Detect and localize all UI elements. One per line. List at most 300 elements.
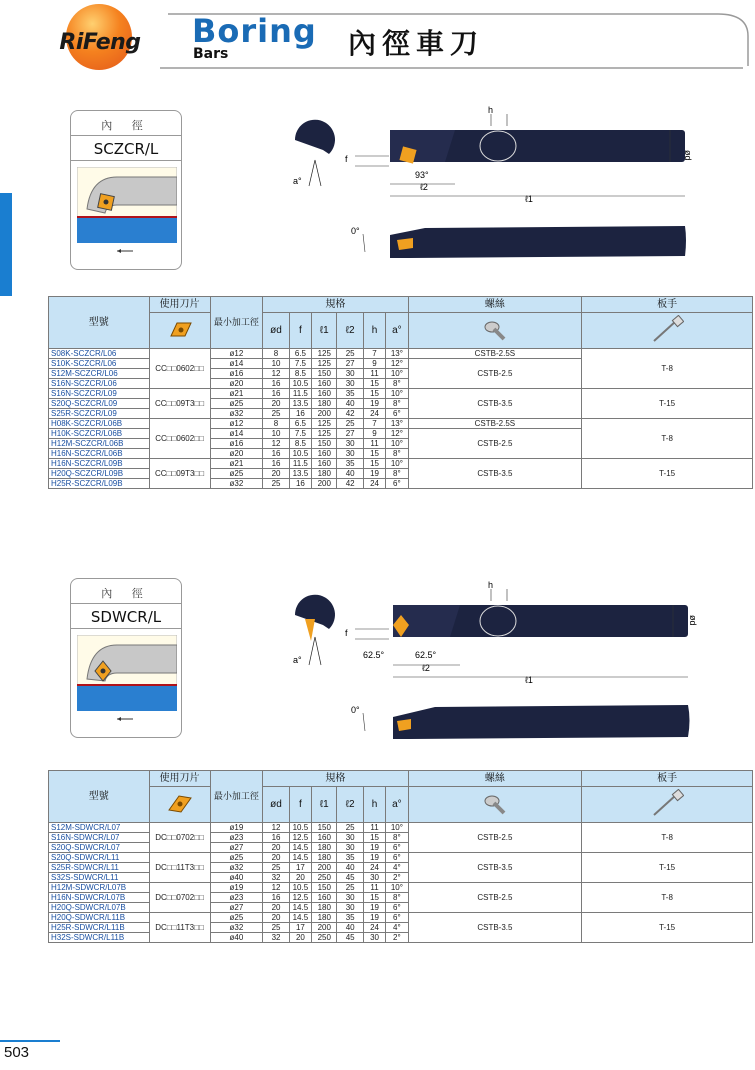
wrench-code-cell: T-8 (582, 823, 753, 853)
page-title-en: Boring (192, 12, 317, 50)
spec-value-cell: 14.5 (289, 853, 311, 863)
spec-value-cell: 10° (386, 823, 408, 833)
spec-value-cell: 25 (263, 863, 289, 873)
model-code-cell: H16N-SCZCR/L09B (49, 459, 150, 469)
spec-value-cell: 20 (263, 903, 289, 913)
head-min-bore: 最小加工徑 (210, 297, 263, 349)
min-bore-cell: ø20 (210, 379, 263, 389)
head-insert: 使用刀片 (149, 297, 210, 313)
spec-value-cell: 16 (263, 459, 289, 469)
min-bore-cell: ø32 (210, 409, 263, 419)
diagram-angle-62-right: 62.5° (415, 650, 437, 660)
spec-value-cell: 25 (337, 823, 363, 833)
spec-value-cell: 42 (337, 479, 363, 489)
wrench-code-cell: T-8 (582, 883, 753, 913)
card-code: SDWCR/L (71, 603, 181, 629)
spec-value-cell: 10° (386, 439, 408, 449)
spec-value-cell: 10° (386, 459, 408, 469)
screw-code-cell: CSTB-2.5 (408, 823, 582, 853)
spec-value-cell: 12 (263, 369, 289, 379)
table-row (49, 853, 753, 863)
spec-value-cell: 32 (263, 933, 289, 943)
sub-head-h: h (363, 787, 385, 823)
spec-value-cell: 20 (289, 873, 311, 883)
sub-head-l2: ℓ2 (337, 313, 363, 349)
diagram-d: ød (683, 150, 693, 161)
spec-value-cell: 8.5 (289, 369, 311, 379)
spec-value-cell: 15 (363, 379, 385, 389)
head-model: 型號 (49, 297, 150, 349)
spec-value-cell: 180 (312, 399, 337, 409)
spec-value-cell: 42 (337, 409, 363, 419)
spec-value-cell: 30 (337, 833, 363, 843)
spec-value-cell: 45 (337, 933, 363, 943)
spec-value-cell: 15 (363, 449, 385, 459)
model-code-cell: H16N-SCZCR/L06B (49, 449, 150, 459)
spec-value-cell: 11.5 (289, 459, 311, 469)
spec-value-cell: 12° (386, 359, 408, 369)
model-code-cell: S25R-SCZCR/L09 (49, 409, 150, 419)
spec-value-cell: 24 (363, 409, 385, 419)
sub-head-d: ød (263, 313, 289, 349)
wrench-code-cell: T-15 (582, 389, 753, 419)
spec-value-cell: 9 (363, 429, 385, 439)
sub-head-f: f (289, 787, 311, 823)
spec-value-cell: 200 (312, 863, 337, 873)
spec-value-cell: 32 (263, 873, 289, 883)
spec-value-cell: 19 (363, 469, 385, 479)
spec-value-cell: 13.5 (289, 399, 311, 409)
spec-value-cell: 180 (312, 903, 337, 913)
diagram-l1: ℓ1 (525, 194, 533, 204)
model-code-cell: S25R-SDWCR/L11 (49, 863, 150, 873)
model-code-cell: S12M-SDWCR/L07 (49, 823, 150, 833)
head-spec: 規格 (263, 771, 408, 787)
screw-code-cell: CSTB-3.5 (408, 389, 582, 419)
page-title-cjk: 內徑車刀 (348, 27, 485, 60)
diagram-d: ød (688, 615, 698, 626)
section2-dimension-diagram (285, 575, 705, 745)
spec-value-cell: 25 (337, 349, 363, 359)
min-bore-cell: ø14 (210, 429, 263, 439)
min-bore-cell: ø19 (210, 823, 263, 833)
insert-image-icon (149, 313, 210, 349)
model-code-cell: H25R-SCZCR/L09B (49, 479, 150, 489)
spec-value-cell: 7.5 (289, 429, 311, 439)
spec-value-cell: 150 (312, 439, 337, 449)
spec-value-cell: 2° (386, 933, 408, 943)
head-wrench: 板手 (582, 297, 753, 313)
min-bore-cell: ø21 (210, 389, 263, 399)
diagram-h: h (488, 580, 494, 590)
spec-value-cell: 30 (337, 893, 363, 903)
spec-value-cell: 13.5 (289, 469, 311, 479)
sub-head-l1: ℓ1 (312, 787, 337, 823)
wrench-code-cell: T-8 (582, 349, 753, 389)
spec-value-cell: 10.5 (289, 379, 311, 389)
spec-value-cell: 150 (312, 883, 337, 893)
spec-value-cell: 14.5 (289, 843, 311, 853)
spec-value-cell: 40 (337, 399, 363, 409)
logo-text: RiFeng (59, 30, 141, 55)
insert-code-cell: CC□□09T3□□ (149, 389, 210, 419)
diagram-h: h (488, 105, 494, 115)
spec-value-cell: 25 (263, 923, 289, 933)
spec-value-cell: 20 (263, 399, 289, 409)
spec-value-cell: 160 (312, 389, 337, 399)
sub-head-a: a° (386, 313, 408, 349)
spec-value-cell: 35 (337, 459, 363, 469)
spec-value-cell: 6° (386, 853, 408, 863)
spec-value-cell: 125 (312, 349, 337, 359)
table-row (49, 883, 753, 893)
spec-value-cell: 40 (337, 469, 363, 479)
spec-value-cell: 12° (386, 429, 408, 439)
spec-value-cell: 8° (386, 449, 408, 459)
min-bore-cell: ø25 (210, 469, 263, 479)
spec-value-cell: 40 (337, 863, 363, 873)
card-code: SCZCR/L (71, 135, 181, 161)
wrench-image-icon (582, 787, 753, 823)
spec-value-cell: 4° (386, 923, 408, 933)
min-bore-cell: ø25 (210, 913, 263, 923)
min-bore-cell: ø27 (210, 843, 263, 853)
spec-value-cell: 11 (363, 439, 385, 449)
spec-value-cell: 7 (363, 349, 385, 359)
spec-value-cell: 125 (312, 429, 337, 439)
head-model: 型號 (49, 771, 150, 823)
spec-value-cell: 45 (337, 873, 363, 883)
spec-value-cell: 15 (363, 833, 385, 843)
diagram-angle-93: 93° (415, 170, 429, 180)
diagram-angle-a: a° (293, 176, 302, 186)
spec-value-cell: 27 (337, 429, 363, 439)
head-min-bore: 最小加工徑 (210, 771, 263, 823)
spec-value-cell: 35 (337, 389, 363, 399)
sub-head-l2: ℓ2 (337, 787, 363, 823)
insert-code-cell: DC□□0702□□ (149, 883, 210, 913)
head-screw: 螺絲 (408, 297, 582, 313)
spec-value-cell: 6° (386, 903, 408, 913)
spec-value-cell: 20 (263, 469, 289, 479)
spec-value-cell: 24 (363, 479, 385, 489)
model-code-cell: H16N-SDWCR/L07B (49, 893, 150, 903)
spec-value-cell: 25 (337, 883, 363, 893)
spec-value-cell: 17 (289, 923, 311, 933)
model-code-cell: S10K-SCZCR/L06 (49, 359, 150, 369)
sub-head-a: a° (386, 787, 408, 823)
spec-value-cell: 19 (363, 853, 385, 863)
spec-value-cell: 16 (263, 379, 289, 389)
min-bore-cell: ø20 (210, 449, 263, 459)
spec-value-cell: 25 (337, 419, 363, 429)
screw-code-cell: CSTB-2.5S (408, 349, 582, 359)
spec-value-cell: 16 (263, 833, 289, 843)
spec-value-cell: 30 (337, 439, 363, 449)
model-code-cell: S20Q-SCZCR/L09 (49, 399, 150, 409)
spec-value-cell: 4° (386, 863, 408, 873)
spec-value-cell: 180 (312, 913, 337, 923)
model-code-cell: H20Q-SDWCR/L07B (49, 903, 150, 913)
spec-value-cell: 19 (363, 903, 385, 913)
spec-value-cell: 12.5 (289, 833, 311, 843)
spec-value-cell: 24 (363, 863, 385, 873)
spec-value-cell: 19 (363, 913, 385, 923)
min-bore-cell: ø16 (210, 369, 263, 379)
spec-value-cell: 8 (263, 349, 289, 359)
model-code-cell: H32S-SDWCR/L11B (49, 933, 150, 943)
min-bore-cell: ø32 (210, 863, 263, 873)
spec-value-cell: 200 (312, 409, 337, 419)
spec-value-cell: 19 (363, 843, 385, 853)
spec-value-cell: 7 (363, 419, 385, 429)
spec-value-cell: 11 (363, 369, 385, 379)
spec-value-cell: 8 (263, 419, 289, 429)
model-code-cell: S20Q-SDWCR/L11 (49, 853, 150, 863)
screw-code-cell: CSTB-3.5 (408, 913, 582, 943)
spec-value-cell: 125 (312, 419, 337, 429)
spec-value-cell: 6° (386, 409, 408, 419)
spec-value-cell: 19 (363, 399, 385, 409)
diagram-f: f (345, 154, 348, 164)
screw-code-cell: CSTB-2.5 (408, 883, 582, 913)
sub-head-h: h (363, 313, 385, 349)
spec-value-cell: 10° (386, 883, 408, 893)
table-row (49, 913, 753, 923)
diagram-l2: ℓ2 (422, 663, 430, 673)
diagram-angle-62-left: 62.5° (363, 650, 385, 660)
spec-value-cell: 160 (312, 459, 337, 469)
spec-value-cell: 30 (337, 379, 363, 389)
spec-value-cell: 10° (386, 369, 408, 379)
min-bore-cell: ø40 (210, 873, 263, 883)
head-wrench: 板手 (582, 771, 753, 787)
diagram-l2: ℓ2 (420, 182, 428, 192)
page-subtitle-en: Bars (193, 46, 229, 62)
spec-value-cell: 30 (337, 843, 363, 853)
model-code-cell: H08K-SCZCR/L06B (49, 419, 150, 429)
spec-value-cell: 6.5 (289, 419, 311, 429)
spec-value-cell: 16 (289, 479, 311, 489)
spec-value-cell: 250 (312, 933, 337, 943)
card-category: 內 徑 (101, 119, 151, 132)
spec-value-cell: 25 (263, 479, 289, 489)
spec-value-cell: 16 (263, 449, 289, 459)
boring-illustration-icon (77, 635, 177, 723)
screw-code-cell: CSTB-2.5S (408, 419, 582, 429)
min-bore-cell: ø40 (210, 933, 263, 943)
section1-dimension-diagram (285, 100, 705, 270)
min-bore-cell: ø23 (210, 833, 263, 843)
spec-value-cell: 180 (312, 853, 337, 863)
section1-spec-table (48, 296, 753, 489)
spec-value-cell: 16 (263, 893, 289, 903)
diagram-l1: ℓ1 (525, 675, 533, 685)
spec-value-cell: 20 (263, 853, 289, 863)
insert-image-icon (149, 787, 210, 823)
head-screw: 螺絲 (408, 771, 582, 787)
min-bore-cell: ø32 (210, 923, 263, 933)
spec-value-cell: 11 (363, 883, 385, 893)
sub-head-d: ød (263, 787, 289, 823)
spec-value-cell: 16 (289, 409, 311, 419)
spec-value-cell: 200 (312, 923, 337, 933)
spec-value-cell: 15 (363, 893, 385, 903)
screw-code-cell: CSTB-3.5 (408, 459, 582, 489)
insert-code-cell: CC□□09T3□□ (149, 459, 210, 489)
section2-card (70, 578, 182, 738)
side-color-tab (0, 193, 12, 296)
min-bore-cell: ø25 (210, 399, 263, 409)
insert-code-cell: CC□□0602□□ (149, 419, 210, 459)
spec-value-cell: 30 (337, 903, 363, 913)
page-number: 503 (4, 1044, 30, 1061)
spec-value-cell: 11.5 (289, 389, 311, 399)
spec-value-cell: 180 (312, 469, 337, 479)
model-code-cell: H20Q-SDWCR/L11B (49, 913, 150, 923)
spec-value-cell: 14.5 (289, 913, 311, 923)
insert-code-cell: DC□□11T3□□ (149, 913, 210, 943)
spec-value-cell: 27 (337, 359, 363, 369)
spec-value-cell: 7.5 (289, 359, 311, 369)
spec-value-cell: 12 (263, 823, 289, 833)
spec-value-cell: 8° (386, 893, 408, 903)
spec-value-cell: 125 (312, 359, 337, 369)
min-bore-cell: ø25 (210, 853, 263, 863)
spec-value-cell: 16 (263, 389, 289, 399)
spec-value-cell: 30 (363, 933, 385, 943)
wrench-code-cell: T-15 (582, 913, 753, 943)
spec-value-cell: 8° (386, 379, 408, 389)
card-category: 內 徑 (101, 587, 151, 600)
spec-value-cell: 6° (386, 913, 408, 923)
spec-value-cell: 11 (363, 823, 385, 833)
spec-value-cell: 10.5 (289, 823, 311, 833)
diagram-zero-angle: 0° (351, 705, 360, 715)
insert-code-cell: DC□□0702□□ (149, 823, 210, 853)
spec-value-cell: 160 (312, 449, 337, 459)
screw-image-icon (408, 787, 582, 823)
spec-value-cell: 12.5 (289, 893, 311, 903)
sub-head-l1: ℓ1 (312, 313, 337, 349)
screw-code-cell: CSTB-2.5 (408, 429, 582, 459)
spec-value-cell: 8° (386, 833, 408, 843)
spec-value-cell: 6° (386, 479, 408, 489)
insert-code-cell: CC□□0602□□ (149, 349, 210, 389)
head-spec: 規格 (263, 297, 408, 313)
screw-image-icon (408, 313, 582, 349)
model-code-cell: S16N-SDWCR/L07 (49, 833, 150, 843)
spec-value-cell: 35 (337, 913, 363, 923)
spec-value-cell: 20 (289, 933, 311, 943)
spec-value-cell: 9 (363, 359, 385, 369)
spec-value-cell: 40 (337, 923, 363, 933)
spec-value-cell: 10 (263, 359, 289, 369)
model-code-cell: H12M-SCZCR/L06B (49, 439, 150, 449)
section2-spec-table (48, 770, 753, 943)
spec-value-cell: 20 (263, 913, 289, 923)
model-code-cell: H12M-SDWCR/L07B (49, 883, 150, 893)
min-bore-cell: ø19 (210, 883, 263, 893)
wrench-code-cell: T-8 (582, 419, 753, 459)
spec-value-cell: 30 (337, 369, 363, 379)
spec-value-cell: 13° (386, 419, 408, 429)
model-code-cell: S08K-SCZCR/L06 (49, 349, 150, 359)
spec-value-cell: 13° (386, 349, 408, 359)
min-bore-cell: ø27 (210, 903, 263, 913)
min-bore-cell: ø21 (210, 459, 263, 469)
spec-value-cell: 8.5 (289, 439, 311, 449)
min-bore-cell: ø32 (210, 479, 263, 489)
wrench-code-cell: T-15 (582, 459, 753, 489)
spec-value-cell: 2° (386, 873, 408, 883)
section1-card (70, 110, 182, 270)
spec-value-cell: 160 (312, 833, 337, 843)
spec-value-cell: 180 (312, 843, 337, 853)
spec-value-cell: 10.5 (289, 883, 311, 893)
diagram-f: f (345, 628, 348, 638)
table-row (49, 419, 753, 429)
model-code-cell: S32S-SDWCR/L11 (49, 873, 150, 883)
model-code-cell: S12M-SCZCR/L06 (49, 369, 150, 379)
spec-value-cell: 6.5 (289, 349, 311, 359)
spec-value-cell: 20 (263, 843, 289, 853)
min-bore-cell: ø16 (210, 439, 263, 449)
spec-value-cell: 14.5 (289, 903, 311, 913)
page-number-rule (0, 1040, 60, 1042)
model-code-cell: S20Q-SDWCR/L07 (49, 843, 150, 853)
wrench-image-icon (582, 313, 753, 349)
spec-value-cell: 10.5 (289, 449, 311, 459)
spec-value-cell: 8° (386, 469, 408, 479)
min-bore-cell: ø23 (210, 893, 263, 903)
spec-value-cell: 30 (363, 873, 385, 883)
min-bore-cell: ø14 (210, 359, 263, 369)
screw-code-cell: CSTB-3.5 (408, 853, 582, 883)
model-code-cell: H20Q-SCZCR/L09B (49, 469, 150, 479)
model-code-cell: H25R-SDWCR/L11B (49, 923, 150, 933)
spec-value-cell: 150 (312, 823, 337, 833)
spec-value-cell: 30 (337, 449, 363, 459)
spec-value-cell: 160 (312, 893, 337, 903)
spec-value-cell: 10° (386, 389, 408, 399)
spec-value-cell: 150 (312, 369, 337, 379)
table-row (49, 459, 753, 469)
table-row (49, 823, 753, 833)
model-code-cell: S16N-SCZCR/L06 (49, 379, 150, 389)
spec-value-cell: 24 (363, 923, 385, 933)
spec-value-cell: 8° (386, 399, 408, 409)
spec-value-cell: 35 (337, 853, 363, 863)
head-insert: 使用刀片 (149, 771, 210, 787)
boring-illustration-icon (77, 167, 177, 255)
insert-code-cell: DC□□11T3□□ (149, 853, 210, 883)
rifeng-logo (48, 4, 152, 72)
spec-value-cell: 6° (386, 843, 408, 853)
spec-value-cell: 15 (363, 389, 385, 399)
spec-value-cell: 12 (263, 439, 289, 449)
model-code-cell: S16N-SCZCR/L09 (49, 389, 150, 399)
spec-value-cell: 17 (289, 863, 311, 873)
min-bore-cell: ø12 (210, 419, 263, 429)
diagram-angle-a: a° (293, 655, 302, 665)
sub-head-f: f (289, 313, 311, 349)
spec-value-cell: 160 (312, 379, 337, 389)
min-bore-cell: ø12 (210, 349, 263, 359)
screw-code-cell: CSTB-2.5 (408, 359, 582, 389)
model-code-cell: H10K-SCZCR/L06B (49, 429, 150, 439)
wrench-code-cell: T-15 (582, 853, 753, 883)
